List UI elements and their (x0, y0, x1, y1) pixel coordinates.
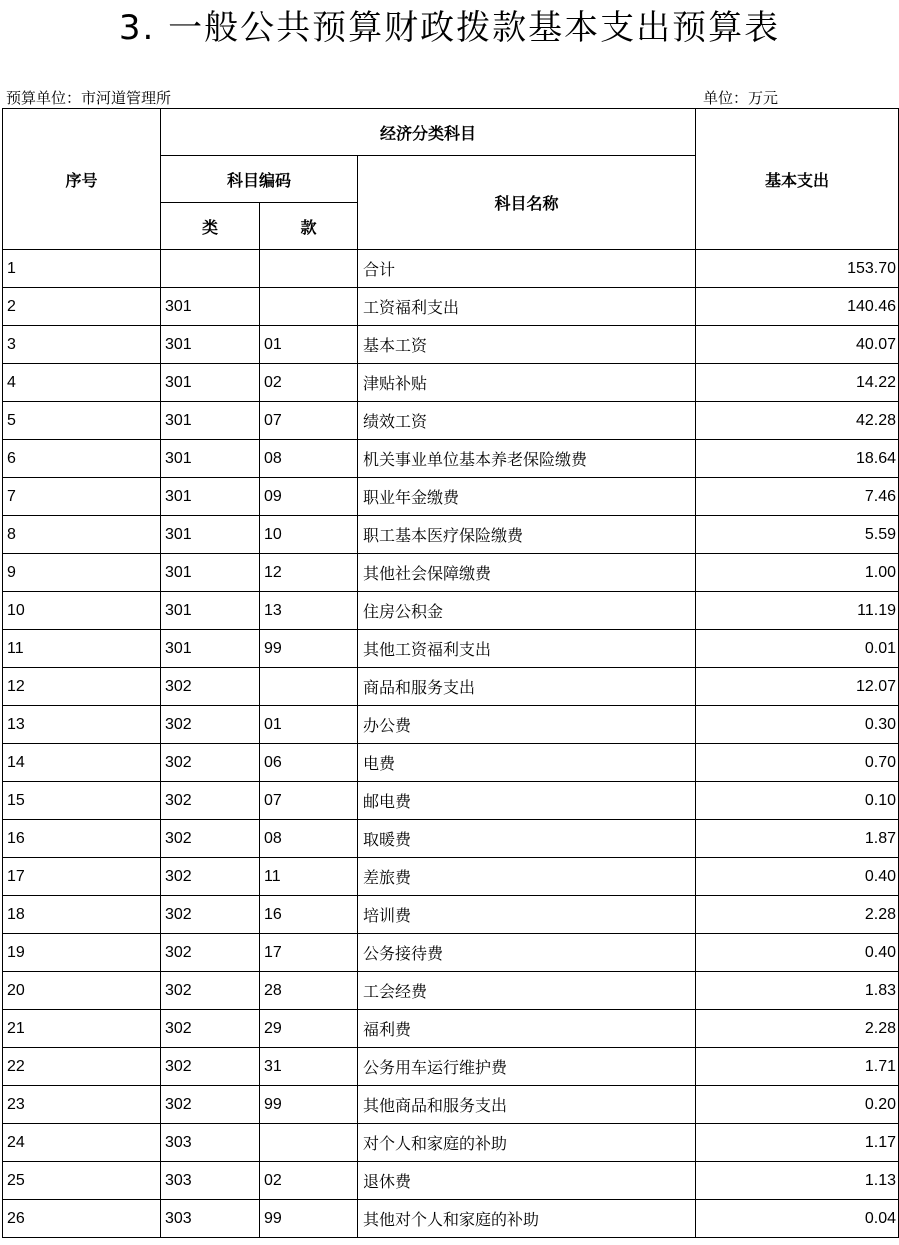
table-row (3, 250, 899, 288)
cell-seq: 20 (3, 972, 161, 1010)
cell-amount: 0.70 (696, 744, 899, 782)
cell-seq: 21 (3, 1010, 161, 1048)
cell-amount: 1.87 (696, 820, 899, 858)
table-row (3, 1162, 899, 1200)
table-row (3, 896, 899, 934)
header-kuan: 款 (260, 203, 358, 250)
cell-seq: 15 (3, 782, 161, 820)
header-seq: 序号 (3, 109, 161, 250)
cell-seq: 23 (3, 1086, 161, 1124)
cell-seq: 19 (3, 934, 161, 972)
cell-lei: 301 (161, 402, 260, 440)
cell-name: 职工基本医疗保险缴费 (358, 516, 696, 554)
cell-name: 绩效工资 (358, 402, 696, 440)
table-row (3, 706, 899, 744)
table-row (3, 782, 899, 820)
cell-kuan: 99 (260, 630, 358, 668)
cell-name: 邮电费 (358, 782, 696, 820)
cell-amount: 1.13 (696, 1162, 899, 1200)
table-row (3, 592, 899, 630)
cell-kuan: 01 (260, 326, 358, 364)
cell-kuan: 02 (260, 364, 358, 402)
cell-name: 取暖费 (358, 820, 696, 858)
header-name: 科目名称 (358, 156, 696, 250)
cell-seq: 8 (3, 516, 161, 554)
cell-name: 合计 (358, 250, 696, 288)
cell-name: 电费 (358, 744, 696, 782)
cell-seq: 24 (3, 1124, 161, 1162)
cell-name: 住房公积金 (358, 592, 696, 630)
cell-name: 津贴补贴 (358, 364, 696, 402)
cell-seq: 3 (3, 326, 161, 364)
cell-kuan: 99 (260, 1200, 358, 1238)
cell-name: 公务用车运行维护费 (358, 1048, 696, 1086)
table-row (3, 402, 899, 440)
table-row (3, 288, 899, 326)
cell-amount: 1.83 (696, 972, 899, 1010)
cell-seq: 18 (3, 896, 161, 934)
cell-lei: 303 (161, 1124, 260, 1162)
cell-kuan: 99 (260, 1086, 358, 1124)
table-row (3, 934, 899, 972)
budget-table (2, 108, 899, 1238)
cell-name: 其他商品和服务支出 (358, 1086, 696, 1124)
cell-kuan: 10 (260, 516, 358, 554)
cell-lei: 302 (161, 706, 260, 744)
cell-lei: 301 (161, 478, 260, 516)
cell-amount: 0.20 (696, 1086, 899, 1124)
table-row (3, 478, 899, 516)
cell-seq: 7 (3, 478, 161, 516)
cell-amount: 11.19 (696, 592, 899, 630)
cell-lei: 302 (161, 782, 260, 820)
cell-name: 其他工资福利支出 (358, 630, 696, 668)
cell-lei: 301 (161, 630, 260, 668)
table-body (3, 109, 899, 1238)
cell-lei: 301 (161, 326, 260, 364)
cell-amount: 12.07 (696, 668, 899, 706)
cell-name: 对个人和家庭的补助 (358, 1124, 696, 1162)
cell-amount: 140.46 (696, 288, 899, 326)
cell-kuan: 17 (260, 934, 358, 972)
cell-amount: 40.07 (696, 326, 899, 364)
cell-amount: 42.28 (696, 402, 899, 440)
cell-name: 基本工资 (358, 326, 696, 364)
cell-amount: 0.01 (696, 630, 899, 668)
cell-kuan: 13 (260, 592, 358, 630)
cell-seq: 2 (3, 288, 161, 326)
cell-kuan: 28 (260, 972, 358, 1010)
cell-seq: 16 (3, 820, 161, 858)
cell-amount: 0.04 (696, 1200, 899, 1238)
table-row (3, 858, 899, 896)
cell-seq: 26 (3, 1200, 161, 1238)
cell-kuan: 31 (260, 1048, 358, 1086)
cell-amount: 2.28 (696, 896, 899, 934)
cell-seq: 11 (3, 630, 161, 668)
cell-amount: 0.40 (696, 858, 899, 896)
currency-unit-label: 单位：万元 (703, 89, 779, 107)
cell-amount: 5.59 (696, 516, 899, 554)
cell-kuan: 08 (260, 820, 358, 858)
cell-name: 差旅费 (358, 858, 696, 896)
cell-seq: 1 (3, 250, 161, 288)
cell-amount: 1.00 (696, 554, 899, 592)
cell-seq: 12 (3, 668, 161, 706)
cell-name: 其他社会保障缴费 (358, 554, 696, 592)
cell-amount: 0.40 (696, 934, 899, 972)
cell-name: 办公费 (358, 706, 696, 744)
cell-kuan: 11 (260, 858, 358, 896)
header-amount: 基本支出 (696, 109, 899, 250)
cell-seq: 9 (3, 554, 161, 592)
table-row (3, 1200, 899, 1238)
cell-name: 商品和服务支出 (358, 668, 696, 706)
cell-kuan (260, 668, 358, 706)
cell-lei (161, 250, 260, 288)
cell-name: 工资福利支出 (358, 288, 696, 326)
cell-name: 机关事业单位基本养老保险缴费 (358, 440, 696, 478)
header-code: 科目编码 (161, 156, 358, 203)
cell-amount: 18.64 (696, 440, 899, 478)
cell-kuan: 01 (260, 706, 358, 744)
cell-name: 工会经费 (358, 972, 696, 1010)
cell-lei: 301 (161, 516, 260, 554)
table-row (3, 744, 899, 782)
table-row (3, 668, 899, 706)
cell-seq: 10 (3, 592, 161, 630)
table-row (3, 326, 899, 364)
table-row (3, 516, 899, 554)
table-row (3, 364, 899, 402)
header-row-1 (3, 109, 899, 156)
cell-kuan (260, 250, 358, 288)
cell-seq: 5 (3, 402, 161, 440)
table-row (3, 820, 899, 858)
cell-lei: 302 (161, 744, 260, 782)
page-title: 3. 一般公共预算财政拨款基本支出预算表 (118, 8, 781, 48)
budget-unit-label: 预算单位：市河道管理所 (6, 89, 172, 107)
cell-lei: 301 (161, 364, 260, 402)
cell-lei: 303 (161, 1200, 260, 1238)
cell-kuan (260, 288, 358, 326)
cell-kuan: 08 (260, 440, 358, 478)
cell-kuan: 02 (260, 1162, 358, 1200)
cell-seq: 14 (3, 744, 161, 782)
table-row (3, 972, 899, 1010)
cell-lei: 302 (161, 1048, 260, 1086)
cell-amount: 0.10 (696, 782, 899, 820)
cell-lei: 301 (161, 554, 260, 592)
table-row (3, 554, 899, 592)
table-row (3, 1086, 899, 1124)
cell-seq: 17 (3, 858, 161, 896)
cell-amount: 0.30 (696, 706, 899, 744)
cell-lei: 302 (161, 896, 260, 934)
cell-amount: 1.71 (696, 1048, 899, 1086)
table-row (3, 630, 899, 668)
cell-amount: 14.22 (696, 364, 899, 402)
cell-kuan: 29 (260, 1010, 358, 1048)
cell-kuan: 16 (260, 896, 358, 934)
cell-seq: 13 (3, 706, 161, 744)
table-row (3, 1048, 899, 1086)
cell-seq: 22 (3, 1048, 161, 1086)
header-econ-class: 经济分类科目 (161, 109, 696, 156)
cell-kuan: 07 (260, 402, 358, 440)
cell-name: 退休费 (358, 1162, 696, 1200)
table-row (3, 1124, 899, 1162)
header-lei: 类 (161, 203, 260, 250)
cell-name: 公务接待费 (358, 934, 696, 972)
cell-lei: 301 (161, 592, 260, 630)
cell-lei: 303 (161, 1162, 260, 1200)
cell-name: 其他对个人和家庭的补助 (358, 1200, 696, 1238)
cell-lei: 301 (161, 440, 260, 478)
cell-lei: 302 (161, 972, 260, 1010)
cell-seq: 4 (3, 364, 161, 402)
cell-amount: 1.17 (696, 1124, 899, 1162)
cell-kuan: 07 (260, 782, 358, 820)
cell-name: 福利费 (358, 1010, 696, 1048)
cell-lei: 301 (161, 288, 260, 326)
cell-lei: 302 (161, 668, 260, 706)
cell-lei: 302 (161, 1086, 260, 1124)
cell-amount: 7.46 (696, 478, 899, 516)
cell-amount: 2.28 (696, 1010, 899, 1048)
table-row (3, 1010, 899, 1048)
cell-lei: 302 (161, 820, 260, 858)
cell-name: 培训费 (358, 896, 696, 934)
cell-lei: 302 (161, 858, 260, 896)
cell-kuan: 06 (260, 744, 358, 782)
cell-kuan: 09 (260, 478, 358, 516)
cell-lei: 302 (161, 934, 260, 972)
cell-name: 职业年金缴费 (358, 478, 696, 516)
cell-seq: 25 (3, 1162, 161, 1200)
cell-kuan: 12 (260, 554, 358, 592)
table-row (3, 440, 899, 478)
cell-seq: 6 (3, 440, 161, 478)
cell-lei: 302 (161, 1010, 260, 1048)
cell-kuan (260, 1124, 358, 1162)
cell-amount: 153.70 (696, 250, 899, 288)
